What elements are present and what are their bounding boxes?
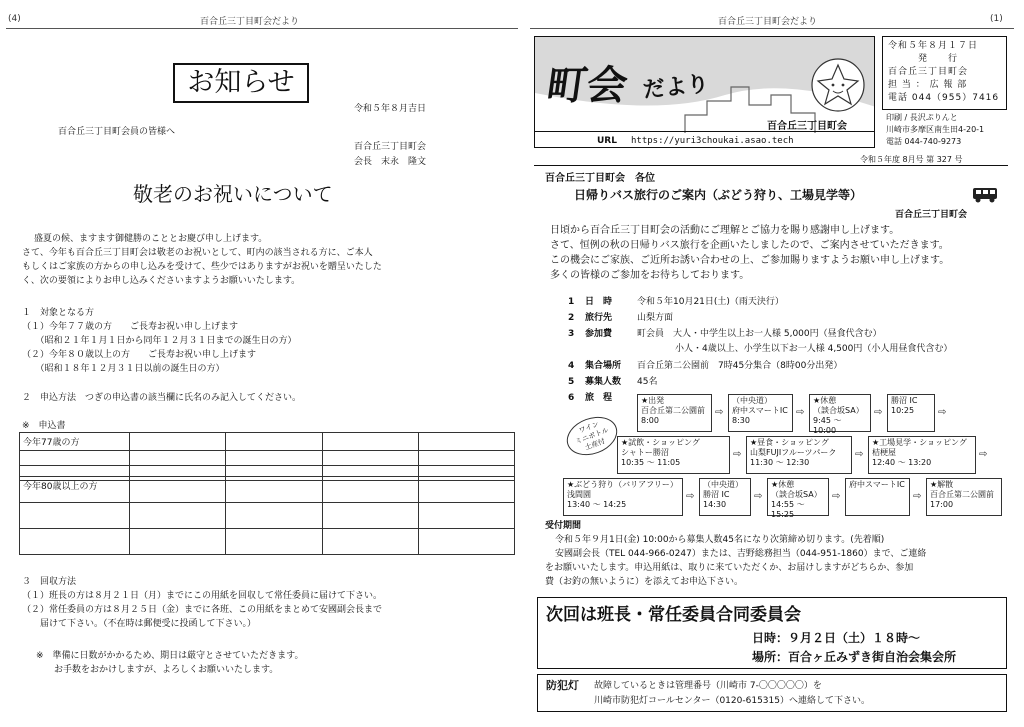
form-name-cell[interactable] — [130, 477, 226, 503]
form-name-cell[interactable] — [418, 451, 514, 466]
collect-line: （２）常任委員の方は８月２５日（金）までに各班、この用紙をまとめて安國副会長まで — [22, 605, 383, 615]
page-number: (1) — [990, 14, 1003, 24]
form-name-cell[interactable] — [226, 451, 322, 466]
info-date: 令和５年８月１７日 — [888, 41, 979, 51]
logo-sub: だより — [641, 71, 711, 104]
meeting-announcement — [537, 597, 1007, 669]
note-line: ※ 準備に日数がかかるため、期日は厳守とさせていただきます。 — [36, 651, 304, 661]
notice-sender-name: 会長 末永 隆文 — [354, 157, 427, 167]
url-label: URL — [597, 136, 617, 146]
target-line: （１）今年７７歳の方 ご長寿お祝い申し上げます — [22, 322, 239, 332]
schedule-stop: （中央道） 勝沼 IC 14:30 — [699, 478, 751, 516]
arrow-right-icon: ⇨ — [715, 407, 724, 418]
masthead — [534, 36, 875, 148]
form-name-cell[interactable] — [130, 451, 226, 466]
collect-title: ３ 回収方法 — [22, 577, 77, 587]
addressee: 百合丘三丁目町会 各位 — [545, 173, 655, 184]
page-header: 百合丘三丁目町会だより — [200, 17, 300, 27]
header-rule — [6, 28, 518, 29]
form-row-label: 今年77歳の方 — [20, 433, 130, 451]
form-name-cell[interactable] — [130, 433, 226, 451]
arrow-right-icon: ⇨ — [979, 449, 988, 460]
target-title: １ 対象となる方 — [22, 308, 95, 318]
accept-title: 受付期間 — [545, 521, 582, 531]
streetlight-line: 故障しているときは管理番号（川崎市 7-〇〇〇〇〇）を — [594, 681, 822, 691]
streetlight-label: 防犯灯 — [546, 679, 579, 692]
schedule-stop: ★休憩 （談合坂SA） 14:55 ～ 15:25 — [767, 478, 829, 516]
form-name-cell[interactable] — [322, 451, 418, 466]
form-note: ※ 申込書 — [22, 421, 66, 431]
meeting-title: 次回は班長・常任委員合同委員会 — [546, 605, 801, 625]
arrow-right-icon: ⇨ — [832, 491, 841, 502]
accept-line: 令和５年９月1日(金) 10:00から募集人数45名になり次第締め切ります。(先着順) — [555, 535, 885, 545]
info-publish: 発 行 — [918, 54, 959, 64]
form-name-cell[interactable] — [130, 503, 226, 529]
schedule-stop: ★ぶどう狩り（バリアフリー） 浅間園 13:40 ～ 14:25 — [563, 478, 683, 516]
print-address: 川崎市多摩区南生田4-20-1 — [886, 125, 985, 134]
item-label: 集合場所 — [585, 361, 622, 371]
form-name-cell[interactable] — [418, 433, 514, 451]
issue-rule — [534, 165, 1008, 166]
schedule-stop: ★試飲・ショッピング シャトー勝沼 10:35 ～ 11:05 — [617, 436, 730, 474]
target-line: （昭和２１年１月１日から同年１２月３１日までの誕生日の方） — [22, 336, 297, 346]
item-value: 山梨方面 — [637, 313, 674, 323]
url-rule — [535, 131, 875, 132]
print-company: 印刷 / 長沢ぷりんと — [886, 113, 958, 122]
form-name-cell[interactable] — [322, 477, 418, 503]
arrow-right-icon: ⇨ — [855, 449, 864, 460]
target-line: （昭和１８年１２月３１日以前の誕生日の方） — [22, 364, 225, 374]
application-form-80 — [19, 476, 515, 555]
intro-line: 盛夏の候、ますます御健勝のこととお慶び申し上げます。 — [34, 234, 268, 244]
streetlight-notice — [537, 674, 1007, 712]
page-header: 百合丘三丁目町会だより — [718, 17, 818, 27]
arrow-right-icon: ⇨ — [874, 407, 883, 418]
application-form-77 — [19, 432, 515, 481]
item-label: 日 時 — [585, 297, 613, 307]
item-value: 小人・4歳以上、小学生以下お一人様 4,500円（小人用昼食代含む） — [675, 344, 953, 354]
form-name-cell[interactable] — [322, 433, 418, 451]
item-number: 4 — [568, 361, 575, 371]
item-value: 町会員 大人・中学生以上お一人様 5,000円（昼食代含む） — [637, 329, 882, 339]
collect-line: 届けて下さい。（不在時は郵便受に投函して下さい。） — [22, 619, 257, 629]
item-number: 3 — [568, 329, 575, 339]
logo-org: 百合丘三丁目町会 — [767, 121, 847, 132]
trip-org: 百合丘三丁目町会 — [895, 210, 968, 220]
form-name-cell[interactable] — [418, 503, 514, 529]
form-name-cell[interactable] — [322, 503, 418, 529]
collect-line: （１）班長の方は８月２１日（月）までにこの用紙を回収して常任委員に届けて下さい。 — [22, 591, 383, 601]
intro-line: く、次の要領によりお申し込みくださいますようお願いいたします。 — [22, 276, 301, 286]
notice-addressee: 百合丘三丁目町会員の皆様へ — [58, 127, 176, 137]
info-dept: 担 当 ： 広 報 部 — [888, 80, 968, 90]
notice-date: 令和５年８月吉日 — [354, 104, 427, 114]
arrow-right-icon: ⇨ — [754, 491, 763, 502]
item-number: 1 — [568, 297, 575, 307]
schedule-stop: ★休憩 （談合坂SA） 9:45 ～ 10:00 — [809, 394, 871, 432]
target-line: （２）今年８０歳以上の方 ご長寿お祝い申し上げます — [22, 350, 257, 360]
schedule-stop: ★解散 百合丘第二公園前 17:00 — [926, 478, 1002, 516]
note-line: お手数をおかけしますが、よろしくお願いいたします。 — [36, 665, 279, 675]
bus-icon — [972, 187, 998, 203]
print-info — [882, 110, 1007, 148]
publication-info — [882, 36, 1007, 110]
body-line: 日頃から百合丘三丁目町会の活動にご理解とご協力を賜り感謝申し上げます。 — [550, 225, 900, 236]
item-label: 参加費 — [585, 329, 613, 339]
item-label: 旅行先 — [585, 313, 613, 323]
schedule-stop: ★昼食・ショッピング 山梨FUJIフルーツパーク 11:30 ～ 12:30 — [746, 436, 852, 474]
form-name-cell[interactable] — [226, 503, 322, 529]
arrow-right-icon: ⇨ — [796, 407, 805, 418]
item-number: 2 — [568, 313, 575, 323]
body-line: 多くの皆様のご参加をお待ちしております。 — [550, 270, 750, 281]
url-link[interactable]: https://yuri3choukai.asao.tech — [631, 136, 794, 146]
notice-title: お知らせ — [187, 67, 295, 98]
print-phone: 電話 044-740-9273 — [886, 137, 962, 146]
form-name-cell[interactable] — [226, 477, 322, 503]
meeting-place: 場所：百合ヶ丘みずき街自治会集会所 — [752, 650, 957, 664]
form-name-cell[interactable] — [226, 529, 322, 555]
item-value: 45名 — [637, 377, 658, 387]
page-number: (4) — [8, 14, 21, 24]
schedule-stop: 勝沼 IC 10:25 — [887, 394, 935, 432]
wine-souvenir-tag: ワイン ミニボトル 土産付 — [561, 410, 622, 462]
info-org: 百合丘三丁目町会 — [888, 67, 969, 77]
info-phone: 電話 044（955）7416 — [888, 93, 1000, 103]
meeting-date: 日時：９月２日（土）１８時～ — [752, 631, 921, 645]
accept-line: 安國副会長（TEL 044-966-0247）または、吉野総務担当（044-951-1860）まで、ご連絡 — [555, 549, 927, 559]
arrow-right-icon: ⇨ — [686, 491, 695, 502]
trip-title: 日帰りバス旅行のご案内（ぶどう狩り、工場見学等） — [574, 188, 863, 202]
issue-number: 令和５年度 8月号 第 327 号 — [860, 155, 963, 164]
item-label: 募集人数 — [585, 377, 622, 387]
accept-line: をお願いいたします。申込用紙は、取りに来ていただくか、お届けしますがどちらか、参加 — [545, 563, 914, 573]
intro-line: さて、今年も百合丘三丁目町会は敬老のお祝いとして、町内の該当される方に、ご本人 — [22, 248, 373, 258]
item-value: 百合丘第二公園前 7時45分集合（8時00分出発） — [637, 361, 843, 371]
form-name-cell[interactable] — [418, 529, 514, 555]
item-value: 令和５年10月21日(土)（雨天決行） — [637, 297, 784, 307]
logo-main: 町会 — [543, 62, 631, 109]
schedule-stop: ★工場見学・ショッピング 桔梗屋 12:40 ～ 13:20 — [868, 436, 976, 474]
item-number: 6 — [568, 393, 575, 403]
streetlight-line: 川崎市防犯灯コールセンター（0120-615315）へ連絡して下さい。 — [594, 696, 870, 706]
body-line: この機会にご家族、ご近所お誘い合わせの上、ご参加賜りますようお願い申し上げます。 — [550, 255, 950, 266]
arrow-right-icon: ⇨ — [938, 407, 947, 418]
arrow-right-icon: ⇨ — [913, 491, 922, 502]
apply-method: ２ 申込方法 つぎの申込書の該当欄に氏名のみ記入してください。 — [22, 393, 302, 403]
form-row-label: 今年80歳以上の方 — [20, 477, 130, 503]
body-line: さて、恒例の秋の日帰りバス旅行を企画いたしましたので、ご案内させていただきます。 — [550, 240, 949, 251]
notice-heading: 敬老のお祝いについて — [133, 182, 333, 206]
item-number: 5 — [568, 377, 575, 387]
header-rule — [530, 28, 1014, 29]
intro-line: もしくはご家族の方からの申し込みを受けて、些少ではありますがお祝いを贈呈いたした — [22, 262, 382, 272]
schedule-stop: 府中スマートIC — [845, 478, 910, 516]
form-name-cell[interactable] — [130, 529, 226, 555]
item-label: 旅 程 — [585, 393, 613, 403]
form-name-cell[interactable] — [322, 529, 418, 555]
schedule-stop: ★出発 百合丘第二公園前 8:00 — [637, 394, 712, 432]
arrow-right-icon: ⇨ — [733, 449, 742, 460]
notice-title-box — [173, 63, 309, 103]
form-name-cell[interactable] — [226, 433, 322, 451]
accept-line: 費（お釣の無いように）を添えてお申込下さい。 — [545, 577, 744, 587]
schedule-stop: （中央道） 府中スマートIC 8:30 — [728, 394, 793, 432]
form-name-cell[interactable] — [418, 477, 514, 503]
notice-sender-org: 百合丘三丁目町会 — [354, 142, 427, 152]
